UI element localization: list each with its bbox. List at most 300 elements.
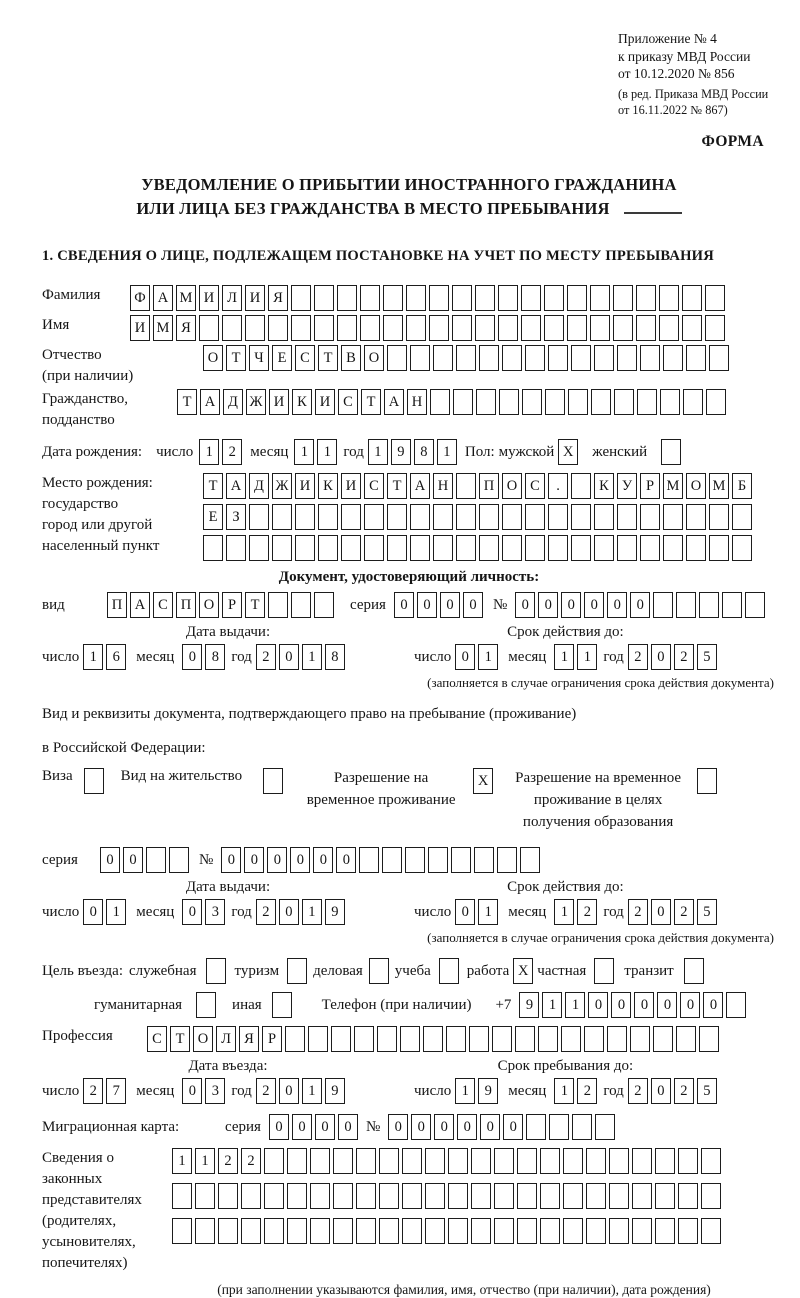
char-cell[interactable] [705,285,725,311]
char-cell[interactable]: 0 [315,1114,335,1140]
char-cell[interactable] [245,315,265,341]
char-cell[interactable] [655,1148,675,1174]
char-cell[interactable] [448,1183,468,1209]
char-cell[interactable]: П [176,592,196,618]
char-cell[interactable]: 2 [256,899,276,925]
char-cell[interactable] [607,1026,627,1052]
char-cell[interactable] [663,504,683,530]
char-cell[interactable] [632,1218,652,1244]
char-cell[interactable]: 2 [241,1148,261,1174]
char-cell[interactable] [429,315,449,341]
char-cell[interactable]: О [502,473,522,499]
char-cell[interactable]: 0 [182,1078,202,1104]
char-cell[interactable] [310,1218,330,1244]
char-cell[interactable]: 0 [279,644,299,670]
char-cell[interactable]: 0 [411,1114,431,1140]
char-cell[interactable]: X [473,768,493,794]
char-cell[interactable] [359,847,379,873]
char-cell[interactable] [264,1183,284,1209]
char-cell[interactable] [613,285,633,311]
char-cell[interactable]: 0 [457,1114,477,1140]
char-cell[interactable] [586,1183,606,1209]
char-cell[interactable] [544,315,564,341]
char-cell[interactable] [492,1026,512,1052]
char-cell[interactable]: 0 [440,592,460,618]
char-cell[interactable]: 1 [302,644,322,670]
char-cell[interactable] [379,1218,399,1244]
char-cell[interactable]: 0 [83,899,103,925]
char-cell[interactable] [331,1026,351,1052]
char-cell[interactable] [341,504,361,530]
char-cell[interactable] [571,535,591,561]
char-cell[interactable]: 0 [503,1114,523,1140]
char-cell[interactable]: 2 [83,1078,103,1104]
char-cell[interactable] [567,315,587,341]
char-cell[interactable] [632,1183,652,1209]
char-cell[interactable]: А [226,473,246,499]
char-cell[interactable] [439,958,459,984]
char-cell[interactable]: 2 [222,439,242,465]
char-cell[interactable]: 9 [391,439,411,465]
char-cell[interactable] [494,1183,514,1209]
char-cell[interactable] [517,1218,537,1244]
char-cell[interactable]: 0 [338,1114,358,1140]
char-cell[interactable]: 1 [302,899,322,925]
char-cell[interactable] [517,1148,537,1174]
char-cell[interactable] [705,315,725,341]
char-cell[interactable] [745,592,765,618]
char-cell[interactable]: 0 [703,992,723,1018]
char-cell[interactable] [471,1148,491,1174]
char-cell[interactable]: 1 [554,644,574,670]
char-cell[interactable]: 1 [302,1078,322,1104]
char-cell[interactable]: 1 [577,644,597,670]
char-cell[interactable] [617,504,637,530]
char-cell[interactable]: 0 [588,992,608,1018]
char-cell[interactable]: . [548,473,568,499]
char-cell[interactable]: Ч [249,345,269,371]
char-cell[interactable] [433,345,453,371]
char-cell[interactable]: 0 [244,847,264,873]
char-cell[interactable]: 9 [519,992,539,1018]
char-cell[interactable]: Я [176,315,196,341]
char-cell[interactable] [423,1026,443,1052]
char-cell[interactable]: М [153,315,173,341]
char-cell[interactable] [377,1026,397,1052]
char-cell[interactable]: 3 [205,899,225,925]
char-cell[interactable]: П [107,592,127,618]
char-cell[interactable]: 8 [414,439,434,465]
char-cell[interactable] [722,592,742,618]
char-cell[interactable] [502,504,522,530]
char-cell[interactable] [410,504,430,530]
char-cell[interactable] [356,1183,376,1209]
char-cell[interactable]: 1 [199,439,219,465]
char-cell[interactable]: Т [203,473,223,499]
char-cell[interactable] [291,592,311,618]
char-cell[interactable] [595,1114,615,1140]
char-cell[interactable] [617,345,637,371]
char-cell[interactable]: 0 [651,644,671,670]
char-cell[interactable]: 0 [434,1114,454,1140]
char-cell[interactable] [567,285,587,311]
char-cell[interactable] [264,1148,284,1174]
char-cell[interactable] [682,285,702,311]
char-cell[interactable] [405,847,425,873]
char-cell[interactable] [686,535,706,561]
char-cell[interactable]: И [295,473,315,499]
char-cell[interactable] [360,285,380,311]
char-cell[interactable] [699,1026,719,1052]
char-cell[interactable] [709,345,729,371]
char-cell[interactable] [199,315,219,341]
char-cell[interactable]: Ж [246,389,266,415]
char-cell[interactable] [206,958,226,984]
char-cell[interactable]: Ж [272,473,292,499]
char-cell[interactable] [563,1148,583,1174]
char-cell[interactable]: С [295,345,315,371]
char-cell[interactable] [272,504,292,530]
char-cell[interactable] [678,1183,698,1209]
char-cell[interactable]: 0 [630,592,650,618]
char-cell[interactable]: 6 [106,644,126,670]
char-cell[interactable] [287,958,307,984]
char-cell[interactable]: И [315,389,335,415]
char-cell[interactable] [640,345,660,371]
char-cell[interactable] [614,389,634,415]
char-cell[interactable]: 2 [256,1078,276,1104]
char-cell[interactable]: К [318,473,338,499]
char-cell[interactable] [659,285,679,311]
char-cell[interactable] [660,389,680,415]
char-cell[interactable] [590,285,610,311]
char-cell[interactable]: Б [732,473,752,499]
char-cell[interactable]: Н [433,473,453,499]
char-cell[interactable] [653,592,673,618]
char-cell[interactable] [356,1218,376,1244]
char-cell[interactable]: И [199,285,219,311]
char-cell[interactable] [425,1148,445,1174]
char-cell[interactable]: 1 [554,1078,574,1104]
char-cell[interactable] [563,1218,583,1244]
char-cell[interactable] [291,315,311,341]
char-cell[interactable] [594,345,614,371]
char-cell[interactable]: З [226,504,246,530]
char-cell[interactable] [402,1183,422,1209]
char-cell[interactable] [494,1148,514,1174]
char-cell[interactable] [471,1218,491,1244]
char-cell[interactable] [310,1148,330,1174]
char-cell[interactable] [471,1183,491,1209]
char-cell[interactable] [333,1218,353,1244]
char-cell[interactable] [406,285,426,311]
char-cell[interactable] [272,992,292,1018]
char-cell[interactable] [218,1218,238,1244]
char-cell[interactable]: Т [245,592,265,618]
char-cell[interactable]: 1 [294,439,314,465]
char-cell[interactable] [572,1114,592,1140]
char-cell[interactable] [522,389,542,415]
char-cell[interactable]: 0 [515,592,535,618]
char-cell[interactable] [637,389,657,415]
char-cell[interactable] [469,1026,489,1052]
char-cell[interactable] [682,315,702,341]
char-cell[interactable]: 8 [205,644,225,670]
char-cell[interactable]: 0 [417,592,437,618]
char-cell[interactable]: О [686,473,706,499]
char-cell[interactable]: 2 [674,1078,694,1104]
char-cell[interactable]: 2 [218,1148,238,1174]
char-cell[interactable] [402,1218,422,1244]
char-cell[interactable]: 0 [221,847,241,873]
char-cell[interactable]: 2 [577,899,597,925]
char-cell[interactable] [525,345,545,371]
char-cell[interactable]: Д [249,473,269,499]
char-cell[interactable]: Т [361,389,381,415]
char-cell[interactable]: С [525,473,545,499]
char-cell[interactable] [333,1148,353,1174]
char-cell[interactable]: 2 [256,644,276,670]
char-cell[interactable] [310,1183,330,1209]
char-cell[interactable] [456,473,476,499]
char-cell[interactable] [479,345,499,371]
char-cell[interactable]: Р [262,1026,282,1052]
char-cell[interactable]: 2 [628,899,648,925]
char-cell[interactable] [520,847,540,873]
char-cell[interactable] [515,1026,535,1052]
char-cell[interactable] [584,1026,604,1052]
char-cell[interactable]: И [341,473,361,499]
char-cell[interactable] [526,1114,546,1140]
char-cell[interactable] [452,285,472,311]
char-cell[interactable] [268,315,288,341]
char-cell[interactable]: X [513,958,533,984]
char-cell[interactable]: 1 [368,439,388,465]
char-cell[interactable]: Т [387,473,407,499]
char-cell[interactable] [295,535,315,561]
char-cell[interactable] [594,535,614,561]
char-cell[interactable]: 0 [634,992,654,1018]
char-cell[interactable]: 0 [584,592,604,618]
char-cell[interactable]: Т [170,1026,190,1052]
char-cell[interactable]: Л [216,1026,236,1052]
char-cell[interactable]: У [617,473,637,499]
char-cell[interactable] [494,1218,514,1244]
char-cell[interactable] [561,1026,581,1052]
char-cell[interactable]: 0 [279,1078,299,1104]
char-cell[interactable]: Т [226,345,246,371]
char-cell[interactable]: 0 [455,899,475,925]
char-cell[interactable]: 0 [651,1078,671,1104]
char-cell[interactable]: В [341,345,361,371]
char-cell[interactable] [655,1218,675,1244]
char-cell[interactable] [632,1148,652,1174]
char-cell[interactable] [430,389,450,415]
char-cell[interactable]: 9 [325,1078,345,1104]
char-cell[interactable]: 1 [542,992,562,1018]
char-cell[interactable]: 2 [577,1078,597,1104]
char-cell[interactable]: 2 [674,644,694,670]
char-cell[interactable]: А [384,389,404,415]
char-cell[interactable] [571,345,591,371]
char-cell[interactable]: 0 [388,1114,408,1140]
char-cell[interactable]: 0 [269,1114,289,1140]
char-cell[interactable] [609,1183,629,1209]
char-cell[interactable]: 0 [651,899,671,925]
char-cell[interactable] [218,1183,238,1209]
char-cell[interactable] [333,1183,353,1209]
char-cell[interactable] [410,535,430,561]
char-cell[interactable] [499,389,519,415]
char-cell[interactable] [563,1183,583,1209]
char-cell[interactable] [699,592,719,618]
char-cell[interactable] [502,345,522,371]
char-cell[interactable] [369,958,389,984]
char-cell[interactable] [571,473,591,499]
char-cell[interactable] [425,1183,445,1209]
char-cell[interactable]: 2 [628,1078,648,1104]
char-cell[interactable] [544,285,564,311]
char-cell[interactable]: 5 [697,644,717,670]
char-cell[interactable]: 0 [480,1114,500,1140]
char-cell[interactable] [387,504,407,530]
char-cell[interactable]: 0 [313,847,333,873]
char-cell[interactable] [497,847,517,873]
char-cell[interactable] [84,768,104,794]
char-cell[interactable] [291,285,311,311]
char-cell[interactable]: 0 [611,992,631,1018]
char-cell[interactable] [195,1183,215,1209]
char-cell[interactable] [586,1218,606,1244]
char-cell[interactable] [318,535,338,561]
char-cell[interactable]: 0 [657,992,677,1018]
char-cell[interactable] [659,315,679,341]
char-cell[interactable] [249,535,269,561]
char-cell[interactable]: С [153,592,173,618]
char-cell[interactable]: 2 [674,899,694,925]
char-cell[interactable] [498,285,518,311]
char-cell[interactable]: Ф [130,285,150,311]
char-cell[interactable] [172,1183,192,1209]
char-cell[interactable]: И [130,315,150,341]
char-cell[interactable] [379,1183,399,1209]
char-cell[interactable] [590,315,610,341]
char-cell[interactable]: 1 [478,644,498,670]
char-cell[interactable]: М [709,473,729,499]
char-cell[interactable]: 0 [123,847,143,873]
char-cell[interactable] [548,345,568,371]
char-cell[interactable]: Н [407,389,427,415]
char-cell[interactable]: Т [177,389,197,415]
char-cell[interactable] [448,1148,468,1174]
char-cell[interactable] [318,504,338,530]
char-cell[interactable]: 2 [628,644,648,670]
char-cell[interactable]: 0 [463,592,483,618]
char-cell[interactable] [341,535,361,561]
char-cell[interactable] [701,1148,721,1174]
char-cell[interactable] [684,958,704,984]
char-cell[interactable] [410,345,430,371]
char-cell[interactable] [429,285,449,311]
char-cell[interactable] [203,535,223,561]
char-cell[interactable] [640,535,660,561]
char-cell[interactable] [678,1148,698,1174]
char-cell[interactable] [640,504,660,530]
char-cell[interactable] [448,1218,468,1244]
char-cell[interactable] [169,847,189,873]
char-cell[interactable] [521,315,541,341]
char-cell[interactable] [709,535,729,561]
char-cell[interactable]: 5 [697,1078,717,1104]
char-cell[interactable]: 3 [205,1078,225,1104]
char-cell[interactable]: С [338,389,358,415]
char-cell[interactable] [456,535,476,561]
char-cell[interactable] [548,504,568,530]
char-cell[interactable] [360,315,380,341]
char-cell[interactable] [709,504,729,530]
char-cell[interactable] [540,1183,560,1209]
char-cell[interactable] [314,592,334,618]
char-cell[interactable]: 0 [279,899,299,925]
char-cell[interactable] [676,592,696,618]
char-cell[interactable]: П [479,473,499,499]
char-cell[interactable] [538,1026,558,1052]
char-cell[interactable] [337,315,357,341]
char-cell[interactable]: И [245,285,265,311]
char-cell[interactable]: Я [239,1026,259,1052]
char-cell[interactable] [479,504,499,530]
char-cell[interactable] [498,315,518,341]
char-cell[interactable] [594,958,614,984]
char-cell[interactable] [382,847,402,873]
char-cell[interactable] [545,389,565,415]
char-cell[interactable] [241,1218,261,1244]
char-cell[interactable] [400,1026,420,1052]
char-cell[interactable] [172,1218,192,1244]
char-cell[interactable] [222,315,242,341]
char-cell[interactable] [609,1218,629,1244]
char-cell[interactable] [653,1026,673,1052]
char-cell[interactable] [364,535,384,561]
char-cell[interactable] [453,389,473,415]
char-cell[interactable] [406,315,426,341]
char-cell[interactable]: 1 [565,992,585,1018]
char-cell[interactable]: 0 [290,847,310,873]
char-cell[interactable] [337,285,357,311]
char-cell[interactable] [655,1183,675,1209]
char-cell[interactable] [433,535,453,561]
char-cell[interactable]: X [558,439,578,465]
char-cell[interactable] [285,1026,305,1052]
char-cell[interactable] [701,1218,721,1244]
char-cell[interactable]: 1 [437,439,457,465]
char-cell[interactable]: 1 [554,899,574,925]
char-cell[interactable] [387,345,407,371]
char-cell[interactable]: 0 [267,847,287,873]
char-cell[interactable] [617,535,637,561]
char-cell[interactable] [249,504,269,530]
char-cell[interactable]: М [176,285,196,311]
char-cell[interactable] [678,1218,698,1244]
char-cell[interactable] [683,389,703,415]
char-cell[interactable] [549,1114,569,1140]
char-cell[interactable] [314,315,334,341]
char-cell[interactable]: А [130,592,150,618]
char-cell[interactable]: Д [223,389,243,415]
char-cell[interactable]: 1 [172,1148,192,1174]
char-cell[interactable] [568,389,588,415]
char-cell[interactable]: 0 [394,592,414,618]
